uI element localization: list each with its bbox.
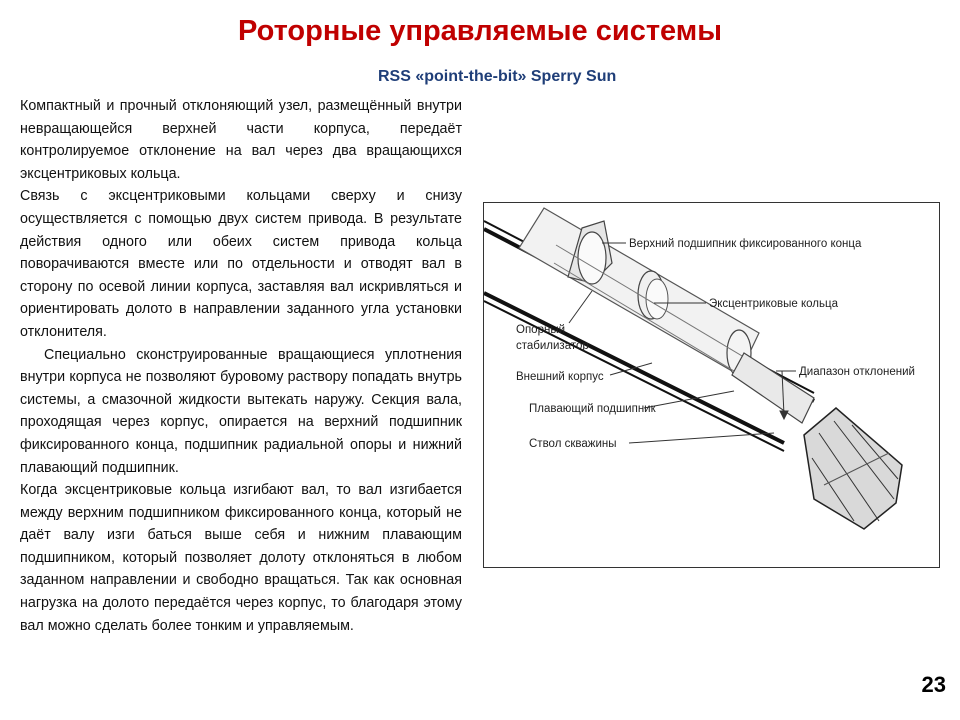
paragraph-1: Компактный и прочный отклоняющий узел, размещённый внутри невращающейся верхней части корпуса, передаёт контролируемое отклонение на вал через два вращающихся эксцентриковых кольца. [20,98,462,182]
label-eccentric-rings: Эксцентриковые кольца [709,298,838,310]
label-wellbore: Ствол скважины [529,438,617,450]
slide-title: Роторные управляемые системы [237,15,722,47]
paragraph-2: Связь с эксцентриковыми кольцами сверху и снизу осуществляется с помощью двух систем привода. В результате действия одного или обеих систем привода кольца поворачиваются вместе или по отдельности и отводят вал в сторону по осевой линии корпуса, заставляя вал искривляться и ориентировать долото в направлении заданного угла установки отклонителя. [20,188,462,340]
body-text [20,95,462,637]
label-deflection-range: Диапазон отклонений [799,366,915,378]
rss-diagram [483,202,940,568]
paragraph-4: Когда эксцентриковые кольца изгибают вал, то вал изгибается между верхним подшипником фиксированного конца, который не даёт валу изги баться выше себя и нижним плавающим подшипником, который позволяет долоту отклоняться в любом заданном направлении и свободно вращаться. Так как основная нагрузка на долото передаётся через корпус, то благодаря этому вал можно сделать более тонким и управляемым. [20,482,462,634]
rss-drawing [484,203,939,567]
label-stabilizer-1: Опорный [516,324,566,336]
label-outer-housing: Внешний корпус [516,371,604,383]
label-stabilizer-2: стабилизатор [516,340,589,352]
slide-subtitle: RSS «point-the-bit» Sperry Sun [378,68,617,85]
drill-bit [804,408,902,529]
drive-shaft [732,353,814,423]
label-upper-bearing: Верхний подшипник фиксированного конца [629,238,862,250]
paragraph-3: Специально сконструированные вращающиеся уплотнения внутри корпуса не позволяют буровому раствору попадать внутрь системы, а смазочной жидкости вытекать наружу. Секция вала, проходящая через корпус, опирается на верхний подшипник фиксированного конца, подшипник радиальной опоры и нижний плавающий подшипник. [20,346,462,476]
page-number: 23 [921,672,946,697]
label-floating-bearing: Плавающий подшипник [529,403,656,415]
